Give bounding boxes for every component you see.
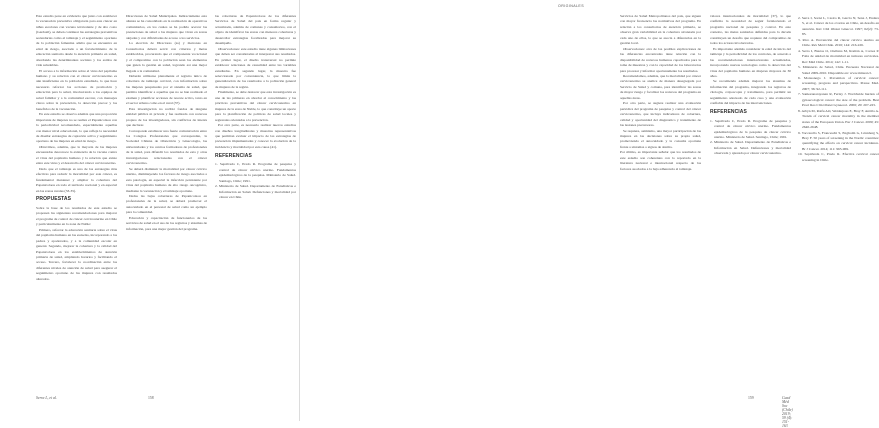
- paragraph: Esta investigación no recibió fondos de ninguna entidad pública ni privada y fue realizada con recursos propios de los investigadores, sin conflictos de interés que declarar.: [126, 106, 207, 128]
- reference-item: 5. Ministerio de Salud, Chile. Encuesta Nacional de Salud 2009-2010. Disponible en: www.minsal.cl.: [798, 65, 879, 75]
- r2-reference-list: [710, 119, 791, 157]
- paragraph: Este estudio pone en evidencia que junto con establecer la vacunación preventiva obligatoria para este cáncer en niñas escolares con vacuna tetravalente y de alto costo (Gardasil), se deben continuar las estrategias preventivas secundarias como el tamizaje y el seguimiento oportuno de la población femenina adulta que se encuentra en edad de riesgo, asociado a un fortalecimiento de la educación sanitaria desde la atención primaria en salud, abordando las determinantes sociales y los estilos de vida saludables.: [36, 14, 117, 68]
- paragraph: Por otra parte, es necesario realizar nuevos estudios con diseños longitudinales y muestras representativas que permitan evaluar el impacto de las estrategias de prevención implementadas y conocer la evolución de la incidencia y mortalidad por esta causa (41).: [215, 123, 296, 149]
- r1-tail-paragraphs: [620, 150, 701, 172]
- paragraph: Corresponde establecer una fuerte comunicación entre los Colegios Profesionales que correspondan, la Sociedad Chilena de Obstetricia y Ginecología, las universidades y los centros formadores de profesionales de la salud, para difundir los resultados de esta y otras investigaciones relacionadas con el cáncer cervicouterino.: [126, 128, 207, 166]
- left-column-3: [215, 14, 296, 200]
- reference-item: 4. Serra I, Bustos O, Orellana M, Román A, Correa P. Falta de unidad de mortalidad en tumores cervicales. Rev Méd Chile. 2014; 142: 1-11.: [798, 48, 879, 64]
- paragraph: Sobre la base de los resultados de este estudio se proponen las siguientes recomendaciones para mejorar el programa de control de cáncer cervicouterino en Chile y particularmente en la zona de Nuble:: [36, 205, 117, 227]
- reference-item: 6. Monsonego J. Prevention of cervical cancer: screening, progress and perspectives. Presse Med. 2007; 36: 92-111.: [798, 75, 879, 91]
- reference-item: 8. Arbyn M, Raifu AO, Weiderpass E, Bray F, Anttila A. Trends of cervical cancer mortality in the member states of the European Union. Eur J Cancer. 2009; 45: 2640-2648.: [798, 108, 879, 130]
- paragraph: Observaciones: este estudio tiene algunas limitaciones que deben ser consideradas al interpretar sus resultados. En primer lugar, el diseño transversal no permite establecer relaciones de causalidad entre las variables estudiadas. En segundo lugar, la muestra fue seleccionada por conveniencia, lo que limita la generalización de los resultados a la población general de mujeres de la región.: [215, 46, 296, 89]
- left-column-1: [36, 14, 117, 282]
- r3-reference-list: [798, 16, 879, 163]
- reference-item: 9. Vaccarella S, Franceschi S, Engholm G, Lönnberg S, Bray F. 50 years of screening in the Nordic countries: quantifying the effects on cervical cancer incidence. Br J Cancer. 2014; 111: 965-969.: [798, 130, 879, 151]
- paragraph: Dado que el tamizaje es una de las estrategias más efectivas para reducir la mortalidad por este cáncer, es fundamental mantener y ampliar la cobertura del Papanicolaou en todo el territorio nacional y en especial en las zonas rurales (33-35).: [36, 166, 117, 193]
- paragraph: Recomendamos, además, que la mortalidad por cáncer cervicouterino se analice de manera desagregada por Servicio de Salud y comuna, para identificar las zonas de mayor riesgo y focalizar los recursos del programa en aquellas áreas.: [620, 73, 701, 100]
- paragraph: Por último, es importante señalar que los resultados de este estudio son coherentes con lo reportado en la literatura nacional e internacional respecto de los factores asociados a la baja adherencia al tamizaje.: [620, 150, 701, 171]
- paragraph: Se requiere, asimismo, una mayor participación de las mujeres en las decisiones sobre su propia salud, promoviendo el autocuidado y la consulta oportuna frente a síntomas o signos de alarma.: [620, 128, 701, 149]
- paragraph: valores internacionales de mortalidad (37), lo que confirma la necesidad de seguir fortaleciendo el programa nacional de pesquisa y control. En este contexto, las metas sanitarias definidas para la década constituyen un desafío que requiere del compromiso de todos los actores involucrados.: [710, 14, 791, 46]
- reference-item: 1. Sepúlveda C, Prado R. Programa de pesquisa y control de cáncer cérvico uterino. Fundamentos epidemiológicos de la pesquisa de cáncer cérvico uterino. Ministerio de Salud. Santiago, Chile; 1991.: [710, 118, 791, 140]
- paragraph: Se deberá disminuir la mortalidad por cáncer cérvico uterino, disminuyendo los factores de riesgo asociados a esta patología, en especial la infección persistente por virus del papiloma humano de alto riesgo oncogénico, mediante la vacunación y el tamizaje oportuno.: [126, 166, 207, 193]
- right-column-1: [620, 14, 701, 172]
- l3-paragraphs: [215, 14, 296, 150]
- reference-item: 7. Sankaranarayanan R, Ferlay J. Worldwide burden of gynaecological cancer: the size of the problem. Best Pract Res Clin Obstet Gynaecol. 2006; 20: 207-225.: [798, 92, 879, 108]
- paragraph: Finalmente, se debe destacar que esta investigación es una de las primeras en abordar el conocimiento y las prácticas preventivas del cáncer cervicouterino en mujeres de la zona de Nuble, lo que constituye un aporte para la planificación de políticas de salud locales y regionales orientadas a la prevención.: [215, 90, 296, 122]
- paragraph: Observaciones: otra de las posibles explicaciones de las diferencias encontradas tiene relación con la disponibilidad de recursos humanos capacitados para la toma de muestras y con la capacidad de los laboratorios para procesar y informar oportunamente los resultados.: [620, 46, 701, 73]
- left-page: [0, 0, 300, 421]
- right-column-2: [710, 14, 791, 157]
- paragraph: Educación y capacitación de funcionarios de los servicios de salud en el uso de los registros y sistemas de información, para una mejor gestión del programa.: [126, 215, 207, 231]
- reference-item: 10. Sepúlveda C, Prado R. Efectiva cervical cancer screening in Chile.: [798, 152, 879, 162]
- l3-reference-list: [215, 162, 296, 200]
- r1-paragraphs: [620, 14, 701, 150]
- right-column-3: [798, 14, 879, 163]
- paragraph: Primero, reforzar la educación sanitaria sobre el virus del papiloma humano en las escuelas, incorporando a los padres y apoderados, y a la comunidad escolar en general. Segundo, mejorar la cobertura y la calidad del Papanicolaou en los establecimientos de atención primaria de salud, ampliando horarios y facilitando el acceso. Tercero, fortalecer la coordinación entre los diferentes niveles de atención de salud para asegurar el seguimiento oportuno de las mujeres con resultados alterados.: [36, 227, 117, 281]
- page-number-right: 159: [748, 396, 754, 400]
- reference-item: 3. Rico A. Prevención del cáncer cérvico uterino en Chile. Rev Méd Chile. 2016; 144: 216-226.: [798, 37, 879, 48]
- paragraph: Es importante además considerar la edad de inicio del tamizaje y la periodicidad de los controles, de acuerdo a las recomendaciones internacionales actualizadas, incorporando nuevas tecnologías como la detección del virus del papiloma humano en mujeres mayores de 30 años.: [710, 46, 791, 78]
- paragraph: Deberán utilizarse plenamente el registro único de cobertura de tamizaje cervical, con información sobre las mujeres pesquisadas por el sistema de salud, que permita identificar a aquellas que no se han realizado el examen y planificar acciones de rescate activo, tanto en el sector urbano como en el rural (37).: [126, 73, 207, 106]
- paragraph: Obtuvimos, además, que la mayoría de las mujeres encuestadas desconoce la existencia de la vacuna contra el virus del papiloma humano y la relación que existe entre este virus y el desarrollo del cáncer cervicouterino.: [36, 144, 117, 166]
- heading-propuestas: PROPUESTAS: [36, 196, 72, 203]
- paragraph: Dadas las bajas coberturas de Papanicolaou en profesionales de la salud, se deberá promover el autocuidado en el personal de salud como un ejemplo para la comunidad.: [126, 193, 207, 215]
- heading-referencias-right: REFERENCIAS: [710, 109, 747, 116]
- footer-authors: Serra L, et al.: [36, 396, 57, 400]
- paragraph: La elección de Directores (as) y matronas en Consultorios deberá servir con criterios y metas establecidas, procurando que el componente vocacional y el compromiso con la población sean los elementos que guíen la gestión en salud, logrando así una mejor llegada a la comunidad.: [126, 41, 207, 73]
- paragraph: En este estudio se observa además que una proporción importante de mujeres no se realiza el Papanicolaou con la periodicidad recomendada, especialmente aquellas con menor nivel educacional, lo que refleja la necesidad de diseñar estrategias de captación activa y seguimiento oportuno de las mujeres en edad de riesgo.: [36, 112, 117, 144]
- r2-paragraphs: [710, 14, 791, 107]
- heading-referencias-left: REFERENCIAS: [215, 152, 252, 159]
- page-number-left: 158: [148, 396, 154, 400]
- footer-journal-citation: Cuad Méd Soc (Chile) 2019; 59 (4): 151-163: [782, 396, 793, 428]
- reference-item: 1. Sepúlveda C, Prado R. Programa de pesquisa y control de cáncer cérvico uterino. Fundamentos epidemiológicos de la pesquisa. Ministerio de Salud. Santiago, Chile; 1991.: [215, 162, 296, 183]
- reference-item: 2. Serra I, Sorná L, Castro R, García N, Sena J, Endara S, et al. Cáncer de los ovarios en Chile, un desafío en atención. Rev Chil Obstet Ginecol. 1997; 62(2): 73-85.: [798, 16, 879, 37]
- l1-paragraphs: [36, 14, 117, 194]
- paragraph: Por otra parte, se sugiere realizar una evaluación periódica del programa de pesquisa y control del cáncer cervicouterino, que incluya indicadores de cobertura, calidad y oportunidad del diagnóstico y tratamiento de las lesiones precursoras.: [620, 101, 701, 128]
- reference-item: 2. Ministerio de Salud. Departamento de Estadísticas e Información en Salud. Defunciones y mortalidad observada y ajustada por cáncer cervicouterino.: [710, 140, 791, 156]
- paragraph: Se recomienda además mejorar los sistemas de información del programa, integrando los registros de citología, colposcopía y tratamiento, para permitir un seguimiento adecuado de cada caso y una evaluación confiable del impacto de las intervenciones.: [710, 79, 791, 106]
- paragraph: las coberturas de Papanicolaou de los diferentes Servicios de Salud del país en forma regular y actualizada, además de comunas y consultorios, con el objeto de identificar las zonas con menores coberturas y desarrollar estrategias focalizadas para mejorar su desempeño.: [215, 14, 296, 46]
- l2-paragraphs: [126, 14, 207, 232]
- paragraph: Direcciones de Salud Municipales. Indirectamente esta alianza se ha consolidado en la realización de operativos comunitarios, en los cuales se ha podido acercar las prestaciones de salud a las mujeres que viven en zonas alejadas y con dificultades de acceso a los servicios.: [126, 14, 207, 40]
- section-tag: ORIGINALES: [558, 4, 584, 8]
- paragraph: Servicios de Salud Metropolitanos del país, que siguen con mayor frecuencia las normativas del programa. En relación a los consultorios de atención primaria, se observa gran variabilidad en la cobertura alcanzada por cada uno de ellos, lo que se asocia a diferencias en la gestión local.: [620, 14, 701, 46]
- l1-after-paragraphs: [36, 206, 117, 282]
- paragraph: El acceso a la información sobre el virus del papiloma humano y su relación con el cáncer cervicouterino es aún insuficiente en la población estudiada, lo que hace necesario reforzar las acciones de promoción y educación para la salud, involucrando a los equipos de salud familiar y a la comunidad escolar, con mensajes claros sobre la prevención, la detección precoz y los beneficios de la vacunación.: [36, 68, 117, 111]
- right-page: [300, 0, 879, 428]
- reference-item: 2. Ministerio de Salud. Departamento de Estadísticas e Información en Salud. Defunciones y mortalidad por cáncer en Chile.: [215, 184, 296, 199]
- left-column-2: [126, 14, 207, 232]
